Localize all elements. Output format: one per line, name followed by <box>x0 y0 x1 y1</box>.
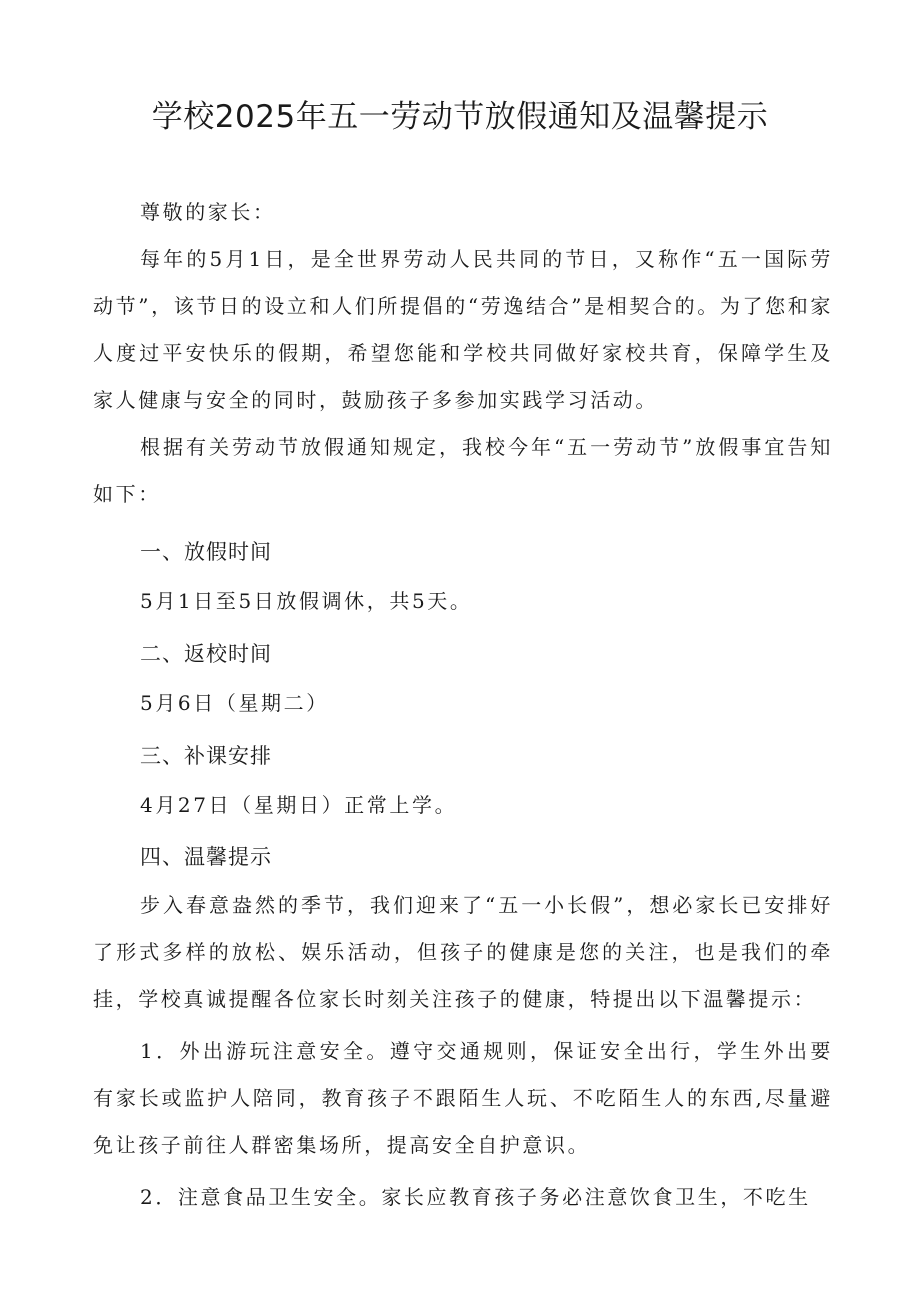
section-heading-makeup-class: 三、补课安排 <box>140 744 272 768</box>
notice-paragraph: 根据有关劳动节放假通知规定，我校今年“五一劳动节”放假事宜告知如下： <box>93 435 833 506</box>
greeting: 尊敬的家长： <box>140 200 276 224</box>
intro-paragraph: 每年的5月1日，是全世界劳动人民共同的节日，又称作“五一国际劳动节”，该节日的设立和人们所提倡的“劳逸结合”是相契合的。为了您和家人度过平安快乐的假期，希望您能和学校共同做好家校共育，保障学生及家人健康与安全的同时，鼓励孩子多参加实践学习活动。 <box>93 247 833 412</box>
section-heading-holiday-time: 一、放假时间 <box>140 540 272 564</box>
section-heading-warm-tips: 四、温馨提示 <box>140 845 272 869</box>
warm-tips-paragraph: 步入春意盎然的季节，我们迎来了“五一小长假”，想必家长已安排好了形式多样的放松、娱乐活动，但孩子的健康是您的关注，也是我们的牵挂，学校真诚提醒各位家长时刻关注孩子的健康，特提出以下温馨提示： <box>93 893 833 1011</box>
section-heading-return-time: 二、返校时间 <box>140 642 272 666</box>
tip-item: 1．外出游玩注意安全。遵守交通规则，保证安全出行，学生外出要有家长或监护人陪同，教育孩子不跟陌生人玩、不吃陌生人的东西,尽量避免让孩子前往人群密集场所，提高安全自护意识。 <box>93 1039 833 1157</box>
page-title: 学校2025年五一劳动节放假通知及温馨提示 <box>151 99 769 135</box>
section-content-makeup-class: 4月27日（星期日）正常上学。 <box>140 793 458 817</box>
section-content-holiday-time: 5月1日至5日放假调休，共5天。 <box>140 589 473 613</box>
tip-item: 2．注意食品卫生安全。家长应教育孩子务必注意饮食卫生，不吃生 <box>140 1185 811 1209</box>
section-content-return-time: 5月6日（星期二） <box>140 691 329 715</box>
